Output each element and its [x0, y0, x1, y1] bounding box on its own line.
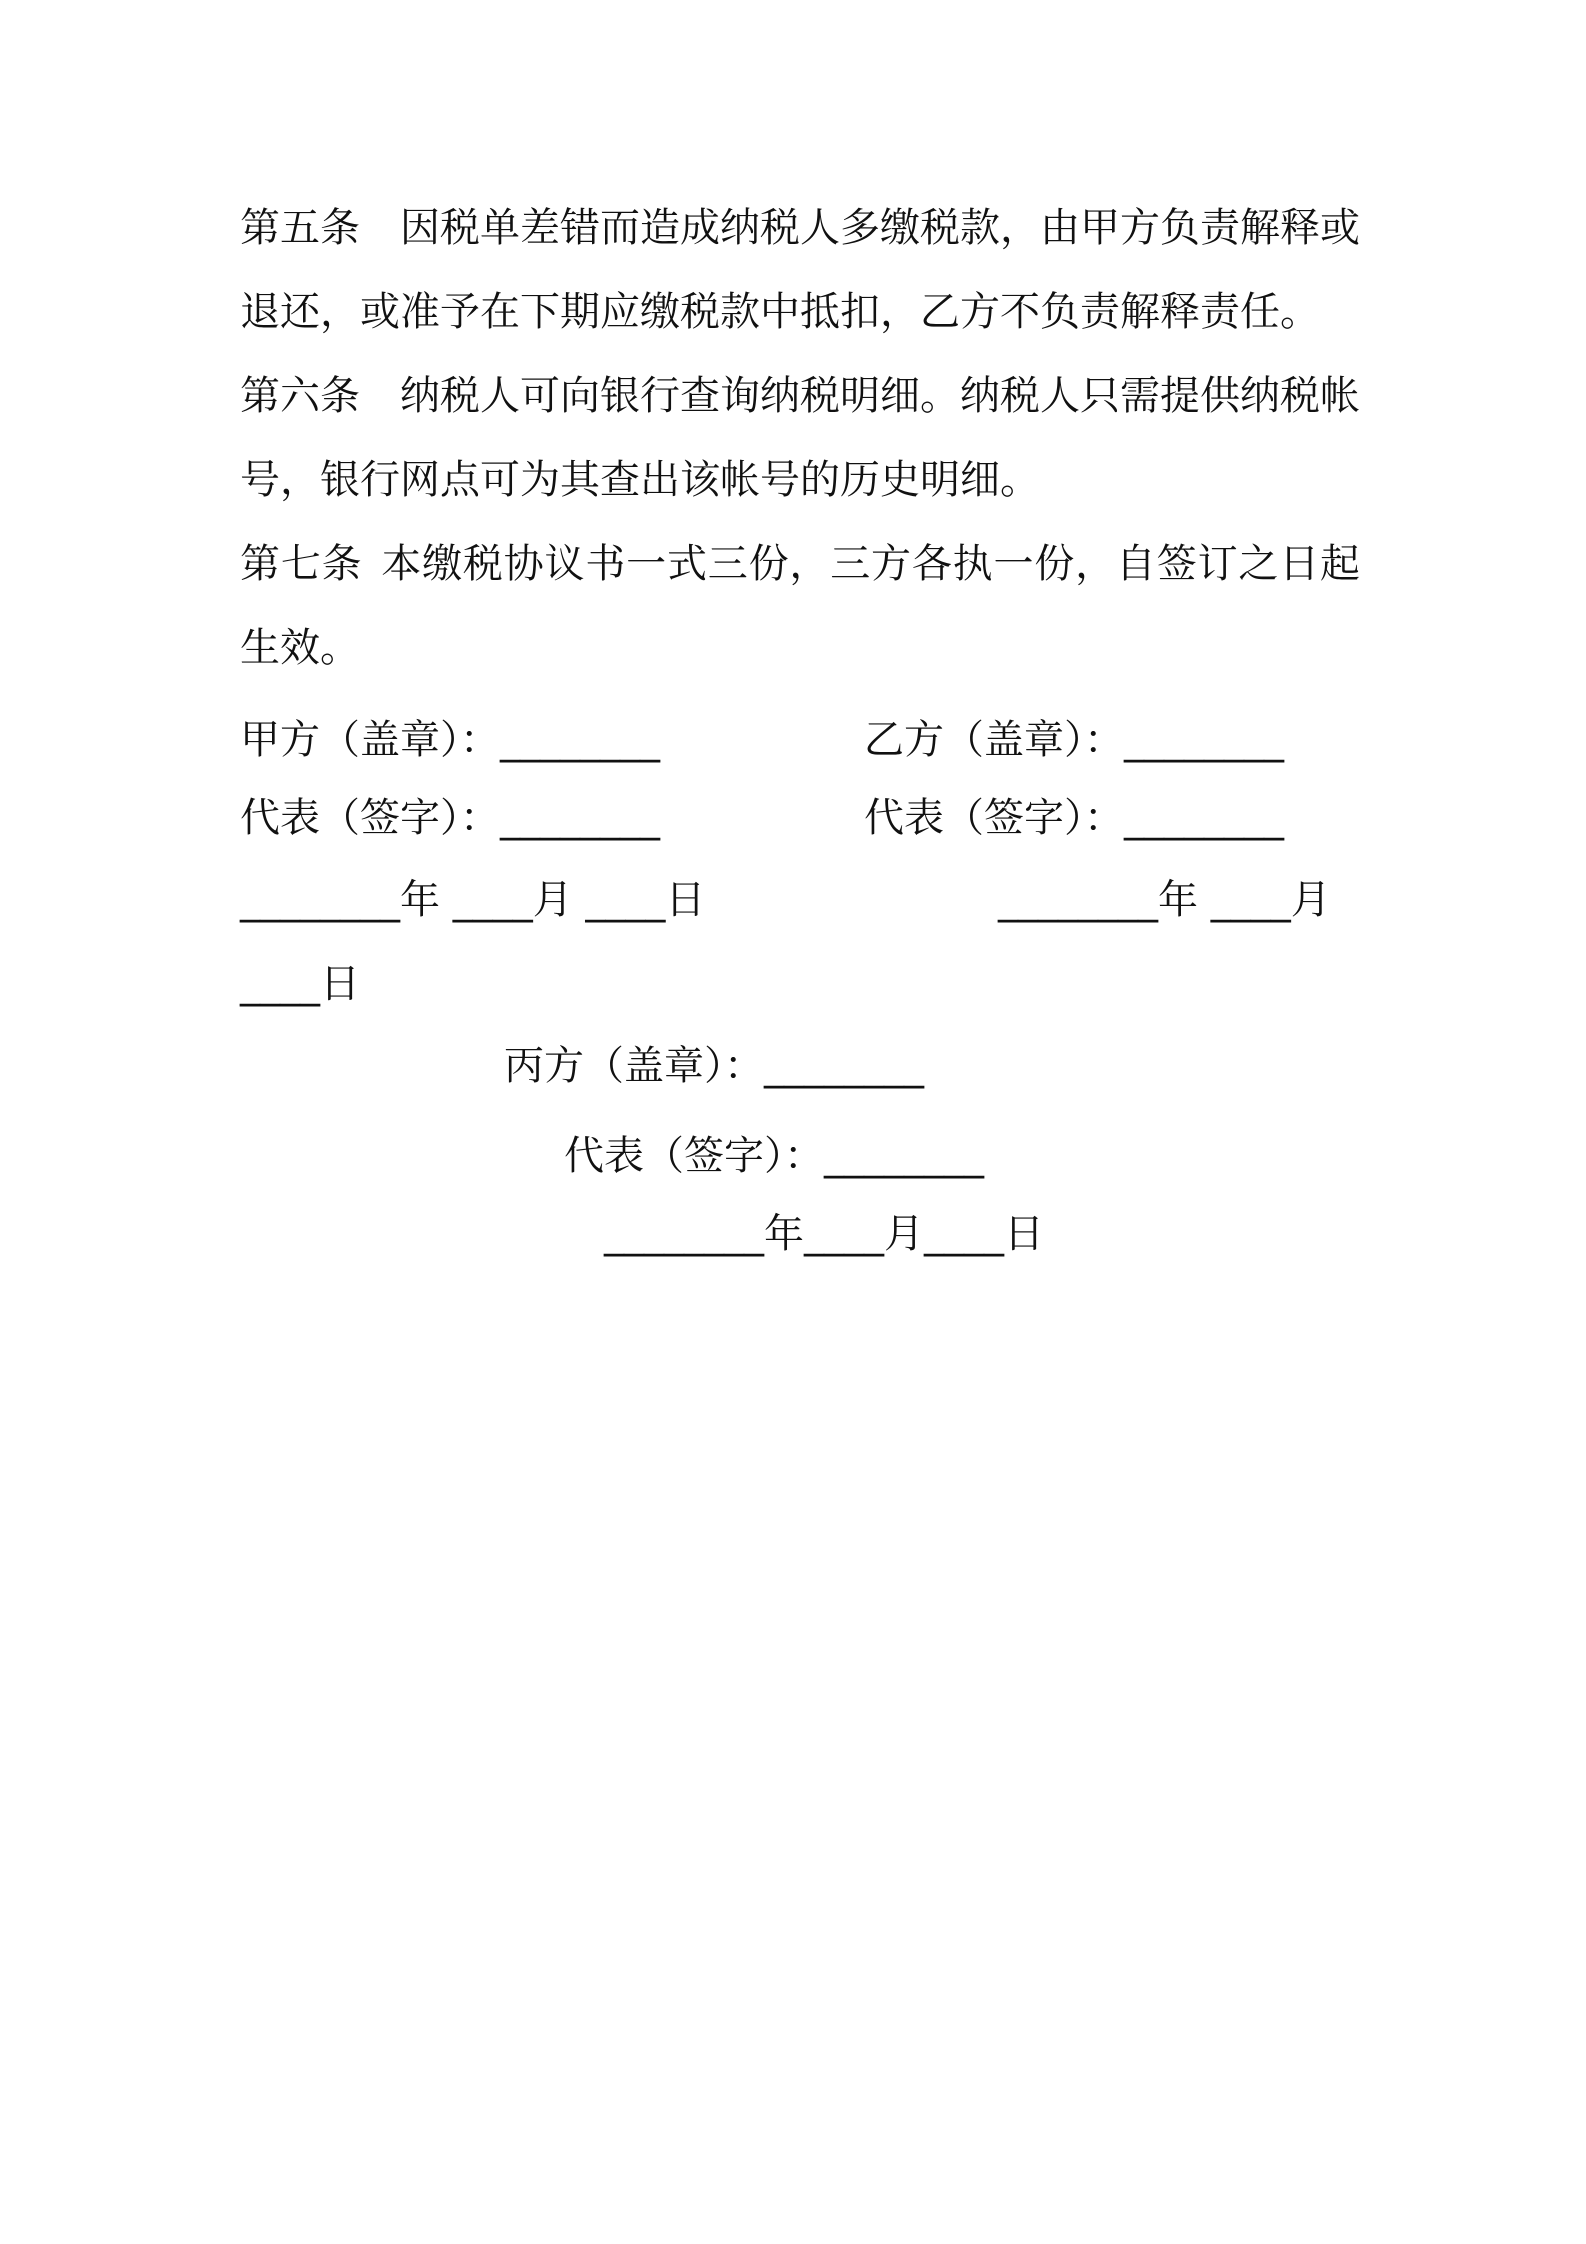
article-7 — [240, 522, 1360, 690]
party-c-representative: 代表（签字）：________ — [564, 1133, 984, 1179]
article-6-number: 第六条 — [240, 373, 360, 419]
party-b-representative: 代表（签字）：________ — [864, 795, 1284, 841]
party-c-seal: 丙方（盖章）：________ — [504, 1043, 924, 1089]
article-7-number: 第七条 — [240, 541, 363, 587]
party-c-date: ________年____月____日 — [604, 1211, 1044, 1257]
party-a-representative: 代表（签字）：________ — [240, 795, 660, 841]
party-b-date: ________年 ____月 — [998, 877, 1331, 923]
article-5 — [240, 186, 1360, 354]
article-6 — [240, 354, 1360, 522]
party-b-seal: 乙方（盖章）：________ — [864, 717, 1284, 763]
article-6-text: 纳税人可向银行查询纳税明细。纳税人只需提供纳税帐号，银行网点可为其查出该帐号的历史明细。 — [240, 373, 1360, 503]
article-5-text: 因税单差错而造成纳税人多缴税款，由甲方负责解释或退还，或准予在下期应缴税款中抵扣，乙方不负责解释责任。 — [240, 205, 1360, 335]
party-a-date: ________年 ____月 ____日 — [240, 877, 706, 923]
article-5-number: 第五条 — [240, 205, 360, 251]
party-a-seal: 甲方（盖章）：________ — [240, 717, 660, 763]
party-b-date-day: ____日 — [240, 961, 360, 1007]
article-7-text: 本缴税协议书一式三份，三方各执一份，自签订之日起生效。 — [240, 541, 1361, 671]
